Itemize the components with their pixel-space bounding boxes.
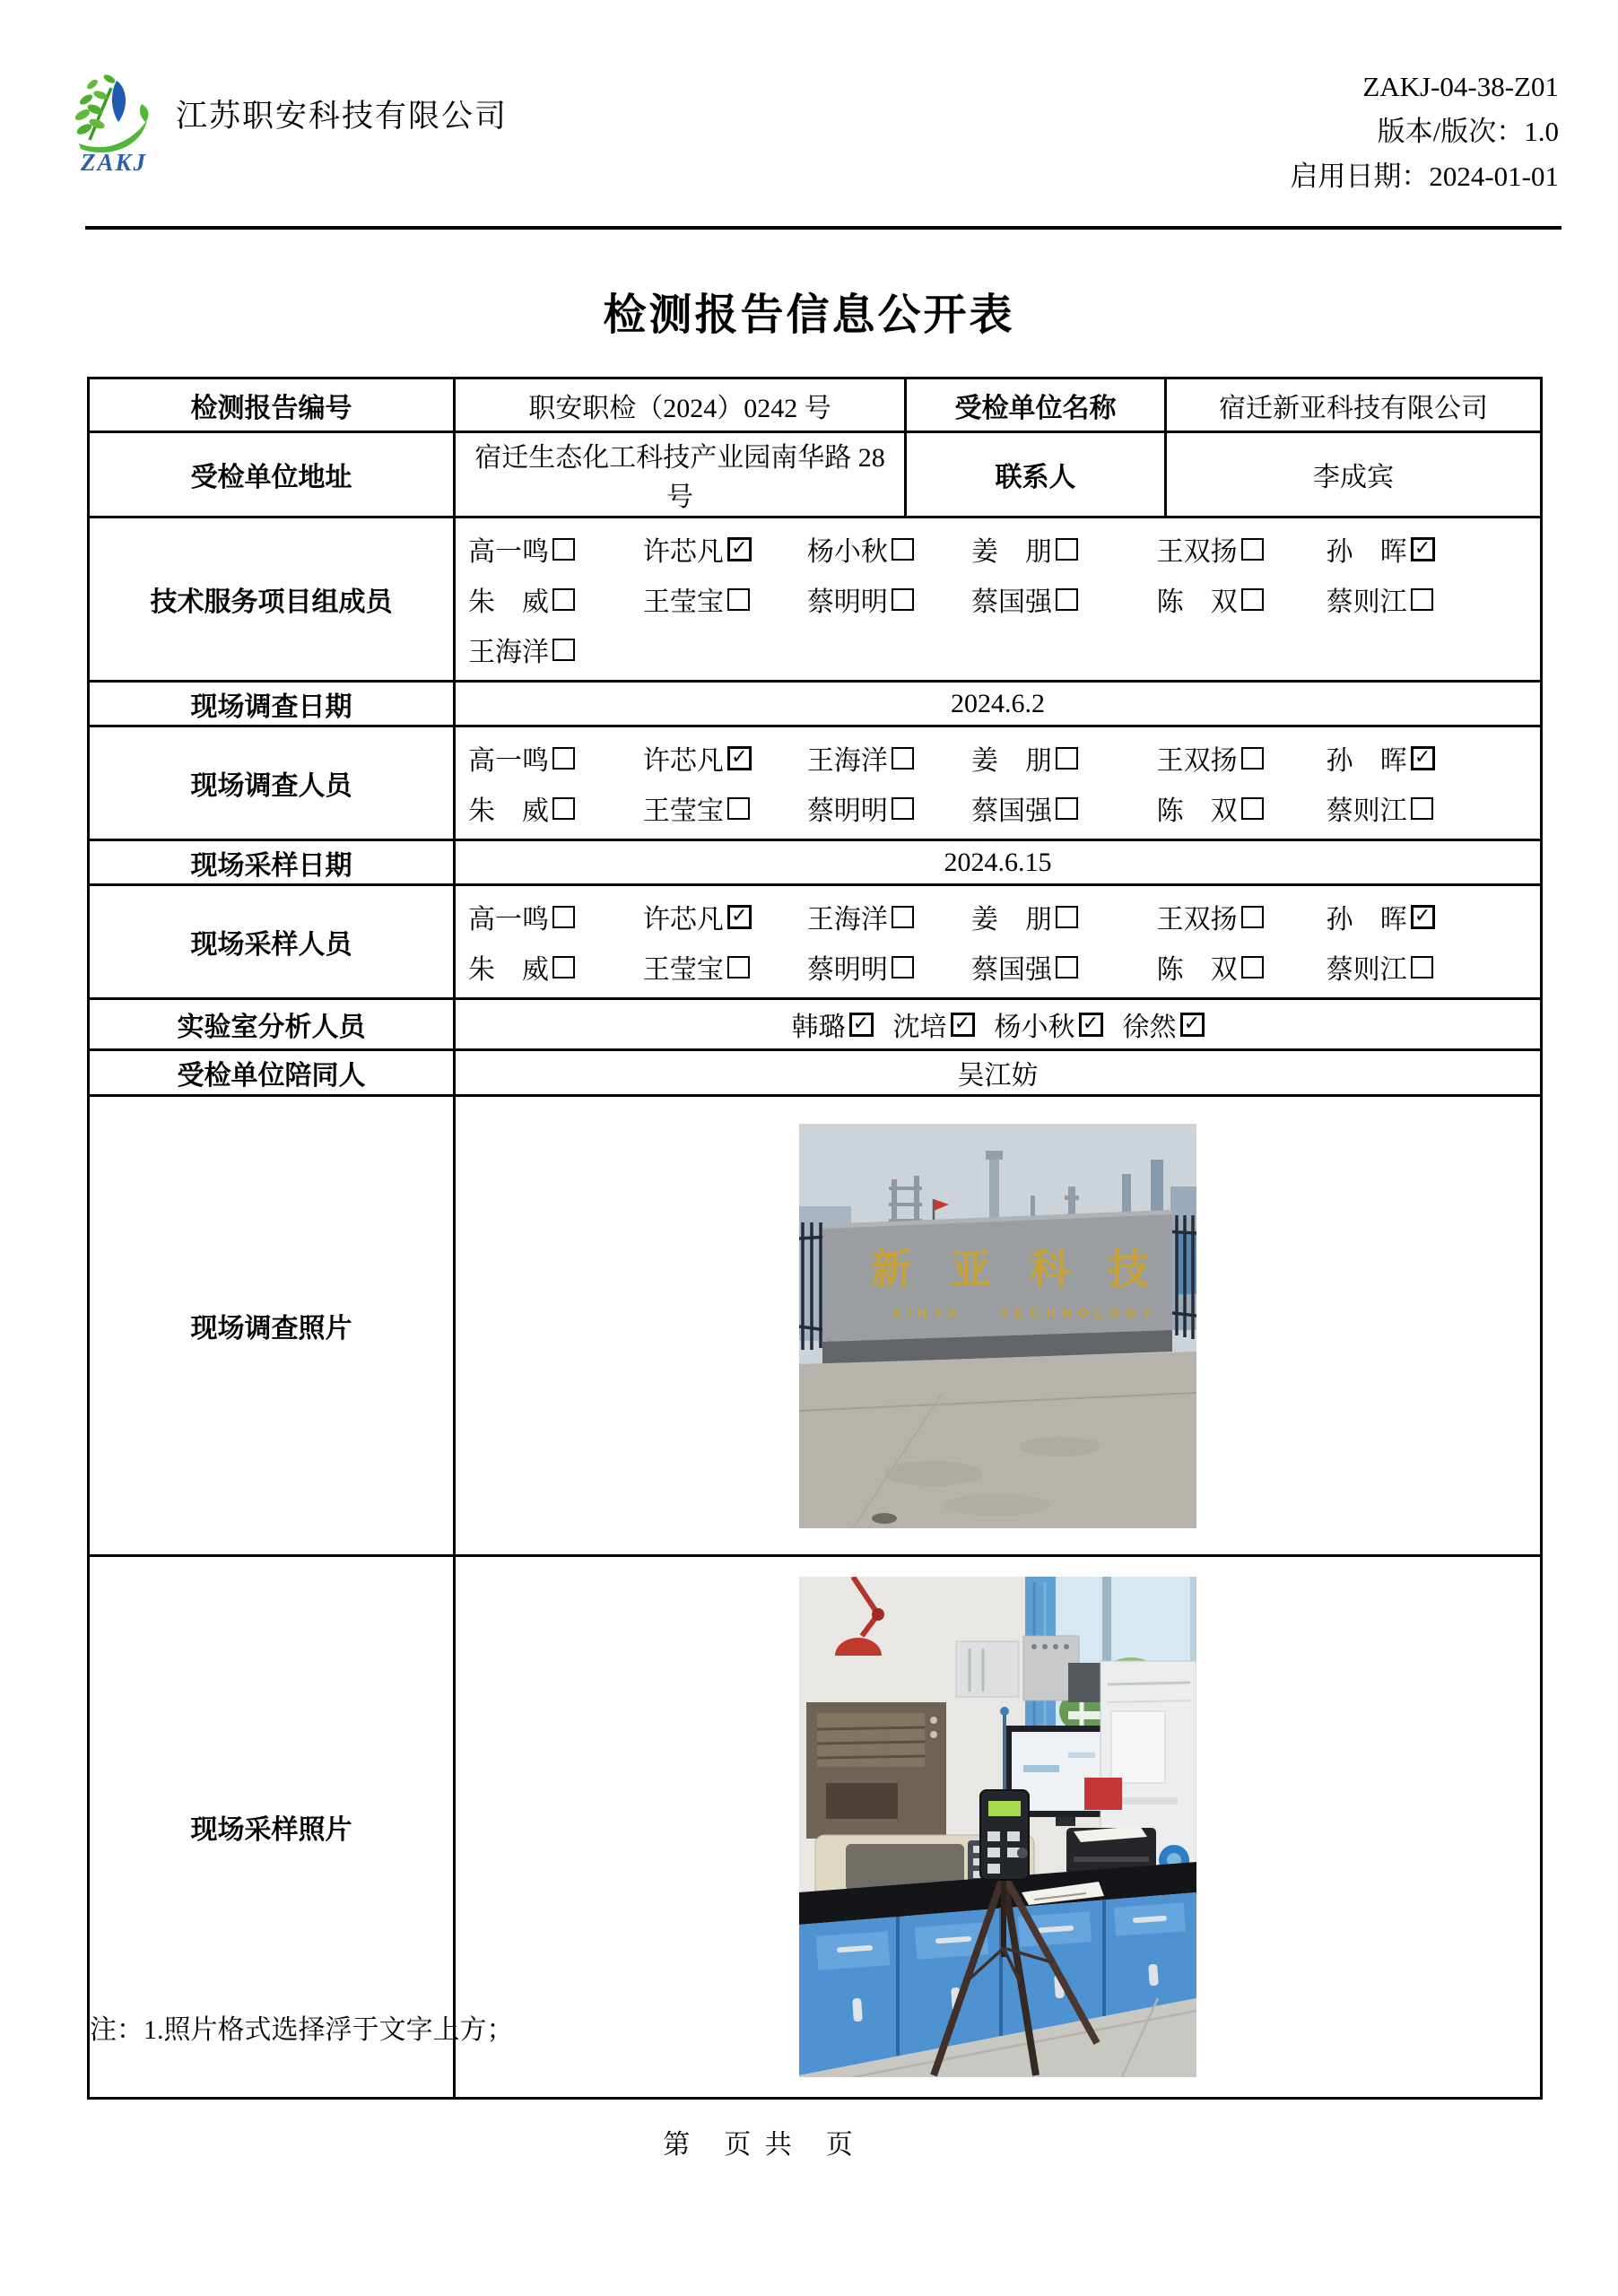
- person-item: [1157, 579, 1327, 619]
- checkbox-unchecked[interactable]: [892, 956, 914, 978]
- person-name: 许芯凡: [642, 537, 724, 567]
- person-item: [807, 897, 971, 936]
- person-name: 杨小秋: [806, 537, 888, 567]
- person-name: 韩璐: [791, 1013, 846, 1042]
- sign-english-text: XINYA TECHNOLOGY: [892, 1305, 1158, 1321]
- checkbox-unchecked[interactable]: [1241, 747, 1264, 770]
- person-name: 高一鸣: [468, 905, 549, 935]
- person-name: 王双扬: [1156, 537, 1238, 567]
- person-item: [468, 788, 643, 828]
- person-name: 蔡国强: [970, 587, 1052, 617]
- lab-staff-line: [457, 1001, 1539, 1048]
- logo-leaves: [74, 73, 117, 140]
- person-name: 蔡国强: [970, 955, 1052, 985]
- person-name: 王海洋: [806, 746, 888, 776]
- person-item: [1157, 897, 1327, 936]
- address-value: 宿迁生态化工科技产业园南华路 28 号: [455, 432, 906, 517]
- person-item: [1327, 947, 1527, 987]
- page-title: 检测报告信息公开表: [603, 291, 1015, 339]
- checkbox-unchecked[interactable]: [1241, 588, 1264, 611]
- left-analyzer-panel: [806, 1702, 946, 1839]
- checkbox-unchecked[interactable]: [1241, 906, 1264, 928]
- survey-staff-grid: [463, 731, 1533, 835]
- doc-version-line: [1290, 109, 1559, 154]
- checkbox-checked[interactable]: ✓: [727, 746, 752, 770]
- version-label: 版本/版次：: [1377, 116, 1525, 147]
- person-item: [1157, 529, 1327, 569]
- person-name: 朱 威: [468, 796, 549, 826]
- checkbox-unchecked[interactable]: [1056, 906, 1078, 928]
- start-date-value: 2024-01-01: [1429, 161, 1559, 192]
- person-name: 蔡明明: [806, 955, 888, 985]
- person-item: [643, 897, 807, 936]
- person-item: [971, 897, 1157, 936]
- survey-staff-cell: [455, 726, 1542, 840]
- person-item: [971, 579, 1157, 619]
- sampling-staff-grid: [463, 890, 1533, 994]
- checkbox-checked[interactable]: ✓: [1411, 537, 1435, 561]
- person-item: [971, 529, 1157, 569]
- survey-photo-cell: [455, 1096, 1542, 1556]
- contact-label: 联系人: [906, 432, 1166, 517]
- checkbox-unchecked[interactable]: [892, 588, 914, 611]
- person-name: 杨小秋: [994, 1013, 1075, 1042]
- checkbox-unchecked[interactable]: [1411, 588, 1433, 611]
- checkbox-checked[interactable]: ✓: [849, 1013, 874, 1037]
- row-sampling-date: [89, 840, 1542, 885]
- checkbox-unchecked[interactable]: [552, 956, 575, 978]
- header-divider: [85, 226, 1561, 230]
- person-name: 陈 双: [1156, 796, 1238, 826]
- row-survey-staff: [89, 726, 1542, 840]
- person-item: [468, 579, 643, 619]
- sampling-photo-image: [799, 1577, 1196, 2077]
- person-item: [1157, 947, 1327, 987]
- checkbox-unchecked[interactable]: [1411, 956, 1433, 978]
- start-date-label: 启用日期：: [1290, 161, 1430, 192]
- checkbox-unchecked[interactable]: [892, 747, 914, 770]
- person-item: [468, 630, 643, 669]
- version-value: 1.0: [1524, 116, 1559, 147]
- person-name: 陈 双: [1156, 955, 1238, 985]
- person-name: 徐然: [1122, 1013, 1177, 1042]
- person-name: 王海洋: [468, 638, 549, 667]
- person-item: [1327, 788, 1527, 828]
- survey-photo: [457, 1124, 1539, 1528]
- checkbox-unchecked[interactable]: [892, 538, 914, 561]
- team-members-grid: [463, 522, 1533, 676]
- person-item: [468, 738, 643, 778]
- checkbox-checked[interactable]: ✓: [1079, 1013, 1103, 1037]
- doc-code: ZAKJ-04-38-Z01: [1362, 71, 1559, 102]
- contact-value: 李成宾: [1166, 432, 1542, 517]
- checkbox-checked[interactable]: ✓: [1411, 746, 1435, 770]
- person-item: [971, 738, 1157, 778]
- person-item: [643, 947, 807, 987]
- lab-staff-label: 实验室分析人员: [89, 999, 455, 1050]
- person-name: 姜 朋: [970, 537, 1052, 567]
- logo-green-drop: [140, 104, 149, 122]
- checkbox-unchecked[interactable]: [727, 797, 750, 820]
- checkbox-unchecked[interactable]: [892, 906, 914, 928]
- checkbox-unchecked[interactable]: [1056, 747, 1078, 770]
- person-item: [807, 788, 971, 828]
- person-name: 蔡明明: [806, 796, 888, 826]
- person-item: [807, 738, 971, 778]
- checkbox-unchecked[interactable]: [1056, 538, 1078, 561]
- person-item: [468, 947, 643, 987]
- company-sign-wall: [822, 1210, 1187, 1364]
- person-item: [643, 529, 807, 569]
- person-name: 蔡则江: [1326, 955, 1407, 985]
- person-item: [807, 529, 971, 569]
- report-no-value: 职安职检（2024）0242 号: [455, 378, 906, 432]
- report-no-label: 检测报告编号: [89, 378, 455, 432]
- sampling-photo: [457, 1577, 1539, 2077]
- person-name: 蔡则江: [1326, 796, 1407, 826]
- person-item: [468, 529, 643, 569]
- logo-graphic: [65, 70, 163, 155]
- lab-staff-cell: [455, 999, 1542, 1050]
- page-number-footer: 第 页 共 页: [663, 2130, 857, 2160]
- person-item: [807, 579, 971, 619]
- person-item: [1327, 579, 1527, 619]
- person-item: [468, 897, 643, 936]
- checkbox-unchecked[interactable]: [552, 906, 575, 928]
- checkbox-unchecked[interactable]: [552, 588, 575, 611]
- person-name: 陈 双: [1156, 587, 1238, 617]
- escort-value: 吴江妨: [455, 1050, 1542, 1096]
- person-name: 王莹宝: [642, 955, 724, 985]
- person-item: [971, 947, 1157, 987]
- team-members-cell: [455, 517, 1542, 682]
- checkbox-unchecked[interactable]: [727, 956, 750, 978]
- footnote: 注：1.照片格式选择浮于文字上方；: [90, 2015, 514, 2045]
- logo-zakj-text: ZAKJ: [80, 149, 147, 176]
- person-name: 朱 威: [468, 955, 549, 985]
- checkbox-unchecked[interactable]: [1056, 956, 1078, 978]
- sampling-photo-cell: [455, 1556, 1542, 2099]
- red-basket: [1084, 1778, 1122, 1810]
- person-item: [1157, 788, 1327, 828]
- person-name: 王海洋: [806, 905, 888, 935]
- person-item: [995, 1004, 1103, 1044]
- unit-name-label: 受检单位名称: [906, 378, 1166, 432]
- person-item: [893, 1004, 975, 1044]
- checkbox-unchecked[interactable]: [552, 538, 575, 561]
- person-name: 王双扬: [1156, 905, 1238, 935]
- person-item: [1327, 897, 1527, 936]
- survey-date-value: 2024.6.2: [455, 682, 1542, 726]
- checkbox-unchecked[interactable]: [1056, 797, 1078, 820]
- sign-chinese-text: 新亚科技: [871, 1246, 1187, 1292]
- person-name: 蔡明明: [806, 587, 888, 617]
- info-table: [87, 377, 1543, 2100]
- checkbox-unchecked[interactable]: [552, 747, 575, 770]
- checkbox-checked[interactable]: ✓: [727, 905, 752, 929]
- checkbox-unchecked[interactable]: [552, 797, 575, 820]
- person-name: 王莹宝: [642, 796, 724, 826]
- person-name: 孙 晖: [1326, 537, 1407, 567]
- survey-staff-label: 现场调查人员: [89, 726, 455, 840]
- person-name: 蔡国强: [970, 796, 1052, 826]
- person-item: [971, 788, 1157, 828]
- survey-photo-label: 现场调查照片: [89, 1096, 455, 1556]
- company-logo: [65, 70, 163, 178]
- row-survey-date: [89, 682, 1542, 726]
- escort-label: 受检单位陪同人: [89, 1050, 455, 1096]
- person-name: 许芯凡: [642, 746, 724, 776]
- person-name: 姜 朋: [970, 746, 1052, 776]
- row-escort: [89, 1050, 1542, 1096]
- sampling-date-value: 2024.6.15: [455, 840, 1542, 885]
- sampling-date-label: 现场采样日期: [89, 840, 455, 885]
- survey-photo-image: [799, 1124, 1196, 1528]
- person-item: [792, 1004, 874, 1044]
- row-team: [89, 517, 1542, 682]
- person-item: [1327, 738, 1527, 778]
- person-item: [1123, 1004, 1205, 1044]
- checkbox-unchecked[interactable]: [892, 797, 914, 820]
- checkbox-checked[interactable]: ✓: [727, 537, 752, 561]
- person-name: 高一鸣: [468, 746, 549, 776]
- person-item: [1327, 529, 1527, 569]
- row-report-no: [89, 378, 1542, 432]
- person-name: 高一鸣: [468, 537, 549, 567]
- row-lab-staff: [89, 999, 1542, 1050]
- checkbox-unchecked[interactable]: [1241, 538, 1264, 561]
- sampling-staff-cell: [455, 885, 1542, 999]
- person-name: 王莹宝: [642, 587, 724, 617]
- address-label: 受检单位地址: [89, 432, 455, 517]
- checkbox-checked[interactable]: ✓: [1180, 1013, 1205, 1037]
- person-name: 姜 朋: [970, 905, 1052, 935]
- person-name: 沈培: [892, 1013, 947, 1042]
- row-sampling-staff: [89, 885, 1542, 999]
- survey-date-label: 现场调查日期: [89, 682, 455, 726]
- person-item: [643, 579, 807, 619]
- row-address: [89, 432, 1542, 517]
- pavement: [799, 1352, 1196, 1528]
- checkbox-unchecked[interactable]: [727, 588, 750, 611]
- person-name: 许芯凡: [642, 905, 724, 935]
- person-name: 王双扬: [1156, 746, 1238, 776]
- row-survey-photo: [89, 1096, 1542, 1556]
- person-item: [1157, 738, 1327, 778]
- company-name: 江苏职安科技有限公司: [176, 99, 509, 134]
- checkbox-unchecked[interactable]: [1056, 588, 1078, 611]
- logo-blue-swoosh: [112, 81, 126, 122]
- team-label: 技术服务项目组成员: [89, 517, 455, 682]
- person-name: 蔡则江: [1326, 587, 1407, 617]
- doc-info-block: [1290, 65, 1559, 199]
- person-item: [643, 788, 807, 828]
- checkbox-unchecked[interactable]: [1411, 797, 1433, 820]
- sampling-staff-label: 现场采样人员: [89, 885, 455, 999]
- person-item: [807, 947, 971, 987]
- checkbox-checked[interactable]: ✓: [1411, 905, 1435, 929]
- doc-date-line: [1290, 154, 1559, 199]
- checkbox-unchecked[interactable]: [1241, 797, 1264, 820]
- unit-name-value: 宿迁新亚科技有限公司: [1166, 378, 1542, 432]
- person-name: 孙 晖: [1326, 746, 1407, 776]
- checkbox-unchecked[interactable]: [1241, 956, 1264, 978]
- person-name: 孙 晖: [1326, 905, 1407, 935]
- checkbox-checked[interactable]: ✓: [951, 1013, 975, 1037]
- person-name: 朱 威: [468, 587, 549, 617]
- person-item: [643, 738, 807, 778]
- checkbox-unchecked[interactable]: [552, 639, 575, 661]
- sampling-photo-label: 现场采样照片: [89, 1556, 455, 2099]
